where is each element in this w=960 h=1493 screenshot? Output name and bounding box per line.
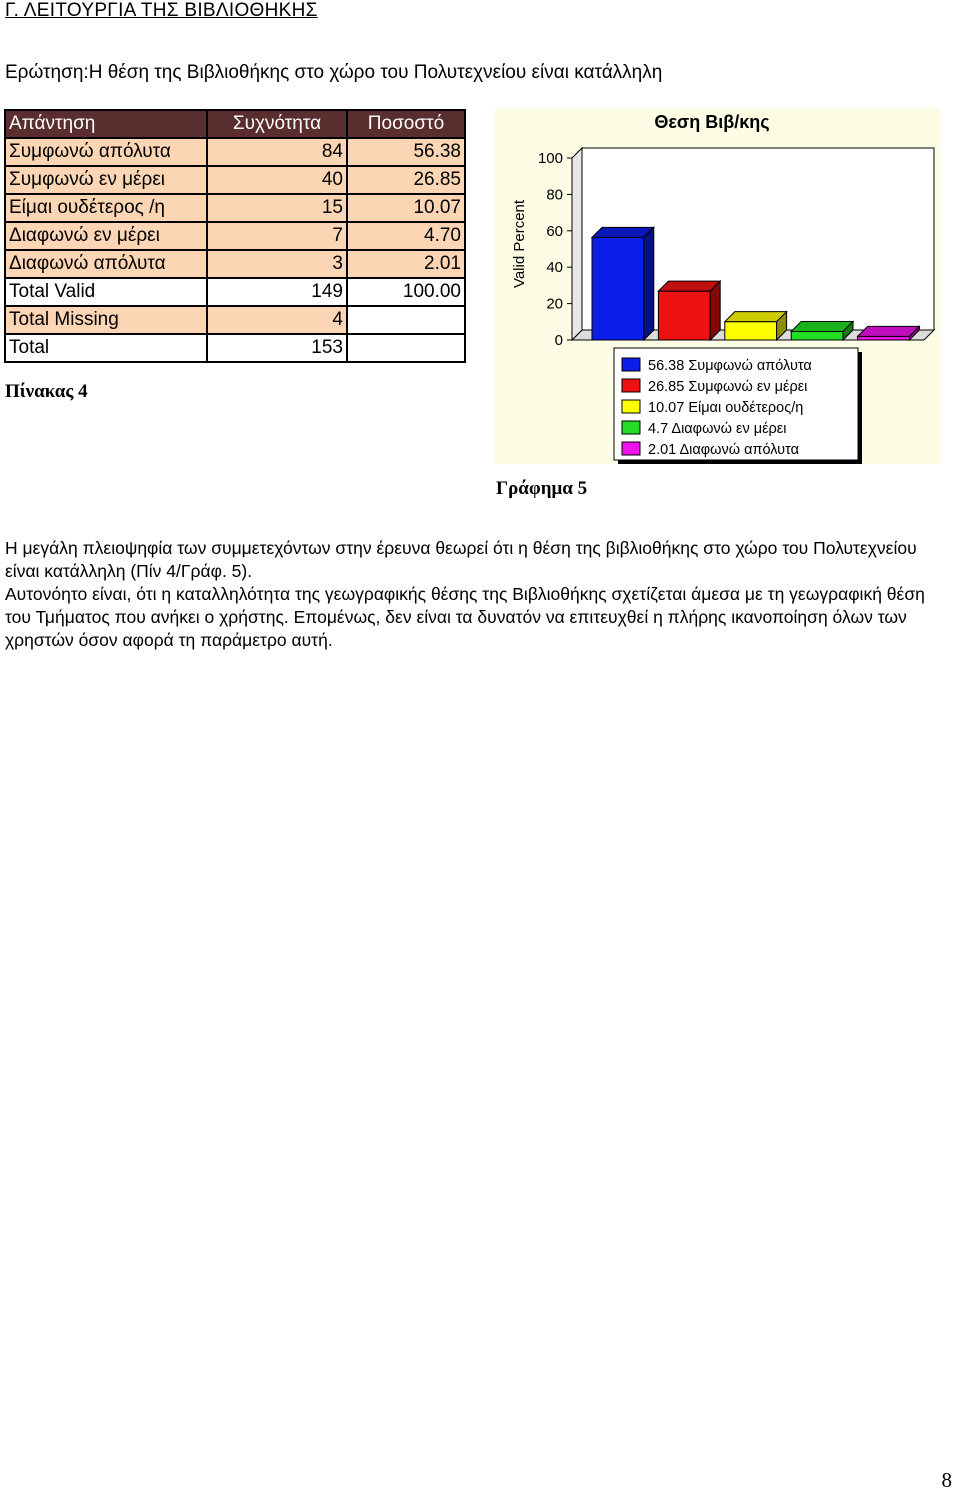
table-row [5, 306, 465, 334]
bar-top [725, 312, 787, 322]
y-tick-label: 100 [537, 150, 563, 167]
legend-swatch [622, 379, 640, 392]
paragraph-2: Αυτονόητο είναι, ότι η καταλληλότητα της γεωγραφικής θέσης της Βιβλιοθήκης σχετίζεται άμεσα με τη γεωγραφική θέση του Τμήματος που ανήκει ο χρήστης. Επομένως, δεν είναι τα δυνατόν να επιτευχθεί η πλήρης ικανοποίηση όλων των χρηστών όσον αφορά τη παράμετρο αυτή. [5, 584, 925, 650]
bar [658, 291, 710, 340]
legend-swatch [622, 400, 640, 413]
table-row [5, 334, 465, 362]
row-frequency: 15 [207, 194, 347, 222]
y-tick-label: 40 [546, 259, 563, 277]
row-percent [347, 306, 465, 334]
bar [725, 322, 777, 340]
table-header-row [5, 110, 465, 138]
row-percent: 26.85 [347, 166, 465, 194]
bar-chart [494, 108, 940, 464]
bar-top [858, 326, 920, 336]
table-row [5, 250, 465, 278]
question-text: Ερώτηση:Η θέση της Βιβλιοθήκης στο χώρο του Πολυτεχνείου είναι κατάλληλη [5, 62, 663, 83]
row-label: Διαφωνώ εν μέρει [5, 222, 207, 250]
section-heading: Γ. ΛΕΙΤΟΥΡΓΙΑ ΤΗΣ ΒΙΒΛΙΟΘΗΚΗΣ [5, 0, 318, 21]
row-label: Total Missing [5, 306, 207, 334]
row-percent: 10.07 [347, 194, 465, 222]
chart-title: Θεση Βιβ/κης [654, 112, 770, 132]
plot-wall [572, 148, 582, 340]
row-label: Συμφωνώ εν μέρει [5, 166, 207, 194]
bar [858, 336, 910, 340]
bar-top [658, 281, 720, 291]
y-tick-label: 0 [554, 332, 563, 349]
frequency-table [4, 109, 466, 363]
table-row [5, 166, 465, 194]
table-row [5, 222, 465, 250]
paragraph-1: Η μεγάλη πλειοψηφία των συμμετεχόντων στην έρευνα θεωρεί ότι η θέση της βιβλιοθήκης στο χώρο του Πολυτεχνείου είναι κατάλληλη (Πίν 4/Γράφ. 5). [5, 538, 917, 581]
y-tick-label: 20 [546, 295, 563, 313]
legend-label: 2.01 Διαφωνώ απόλυτα [648, 442, 799, 458]
row-percent [347, 334, 465, 362]
row-frequency: 4 [207, 306, 347, 334]
legend-swatch [622, 358, 640, 371]
row-label: Total [5, 334, 207, 362]
row-frequency: 3 [207, 250, 347, 278]
chart-caption: Γράφημα 5 [496, 478, 588, 499]
row-label: Συμφωνώ απόλυτα [5, 138, 207, 166]
bar-top [592, 227, 654, 237]
header-answer: Απάντηση [5, 110, 207, 138]
table-caption: Πίνακας 4 [5, 381, 88, 402]
y-axis-label: Valid Percent [511, 199, 528, 289]
header-percent: Ποσοστό [347, 110, 465, 138]
page-number: 8 [941, 1468, 952, 1492]
y-tick-label: 60 [546, 222, 563, 240]
bar [592, 237, 644, 340]
legend-label: 56.38 Συμφωνώ απόλυτα [648, 358, 812, 374]
row-frequency: 40 [207, 166, 347, 194]
bar [791, 331, 843, 340]
bar-side [644, 227, 654, 340]
legend-label: 4.7 Διαφωνώ εν μέρει [648, 421, 787, 437]
row-percent: 4.70 [347, 222, 465, 250]
y-tick-label: 80 [546, 186, 563, 204]
row-percent: 2.01 [347, 250, 465, 278]
row-frequency: 7 [207, 222, 347, 250]
row-label: Διαφωνώ απόλυτα [5, 250, 207, 278]
table-row [5, 138, 465, 166]
row-frequency: 149 [207, 278, 347, 306]
row-frequency: 153 [207, 334, 347, 362]
row-percent: 56.38 [347, 138, 465, 166]
row-label: Total Valid [5, 278, 207, 306]
row-frequency: 84 [207, 138, 347, 166]
header-frequency: Συχνότητα [207, 110, 347, 138]
legend-label: 10.07 Είμαι ουδέτερος/η [648, 400, 804, 416]
legend-label: 26.85 Συμφωνώ εν μέρει [648, 379, 808, 395]
table-row [5, 278, 465, 306]
legend-swatch [622, 421, 640, 434]
table-row [5, 194, 465, 222]
legend-swatch [622, 442, 640, 455]
row-label: Είμαι ουδέτερος /η [5, 194, 207, 222]
bar-side [710, 281, 720, 340]
bar-top [791, 321, 853, 331]
row-percent: 100.00 [347, 278, 465, 306]
